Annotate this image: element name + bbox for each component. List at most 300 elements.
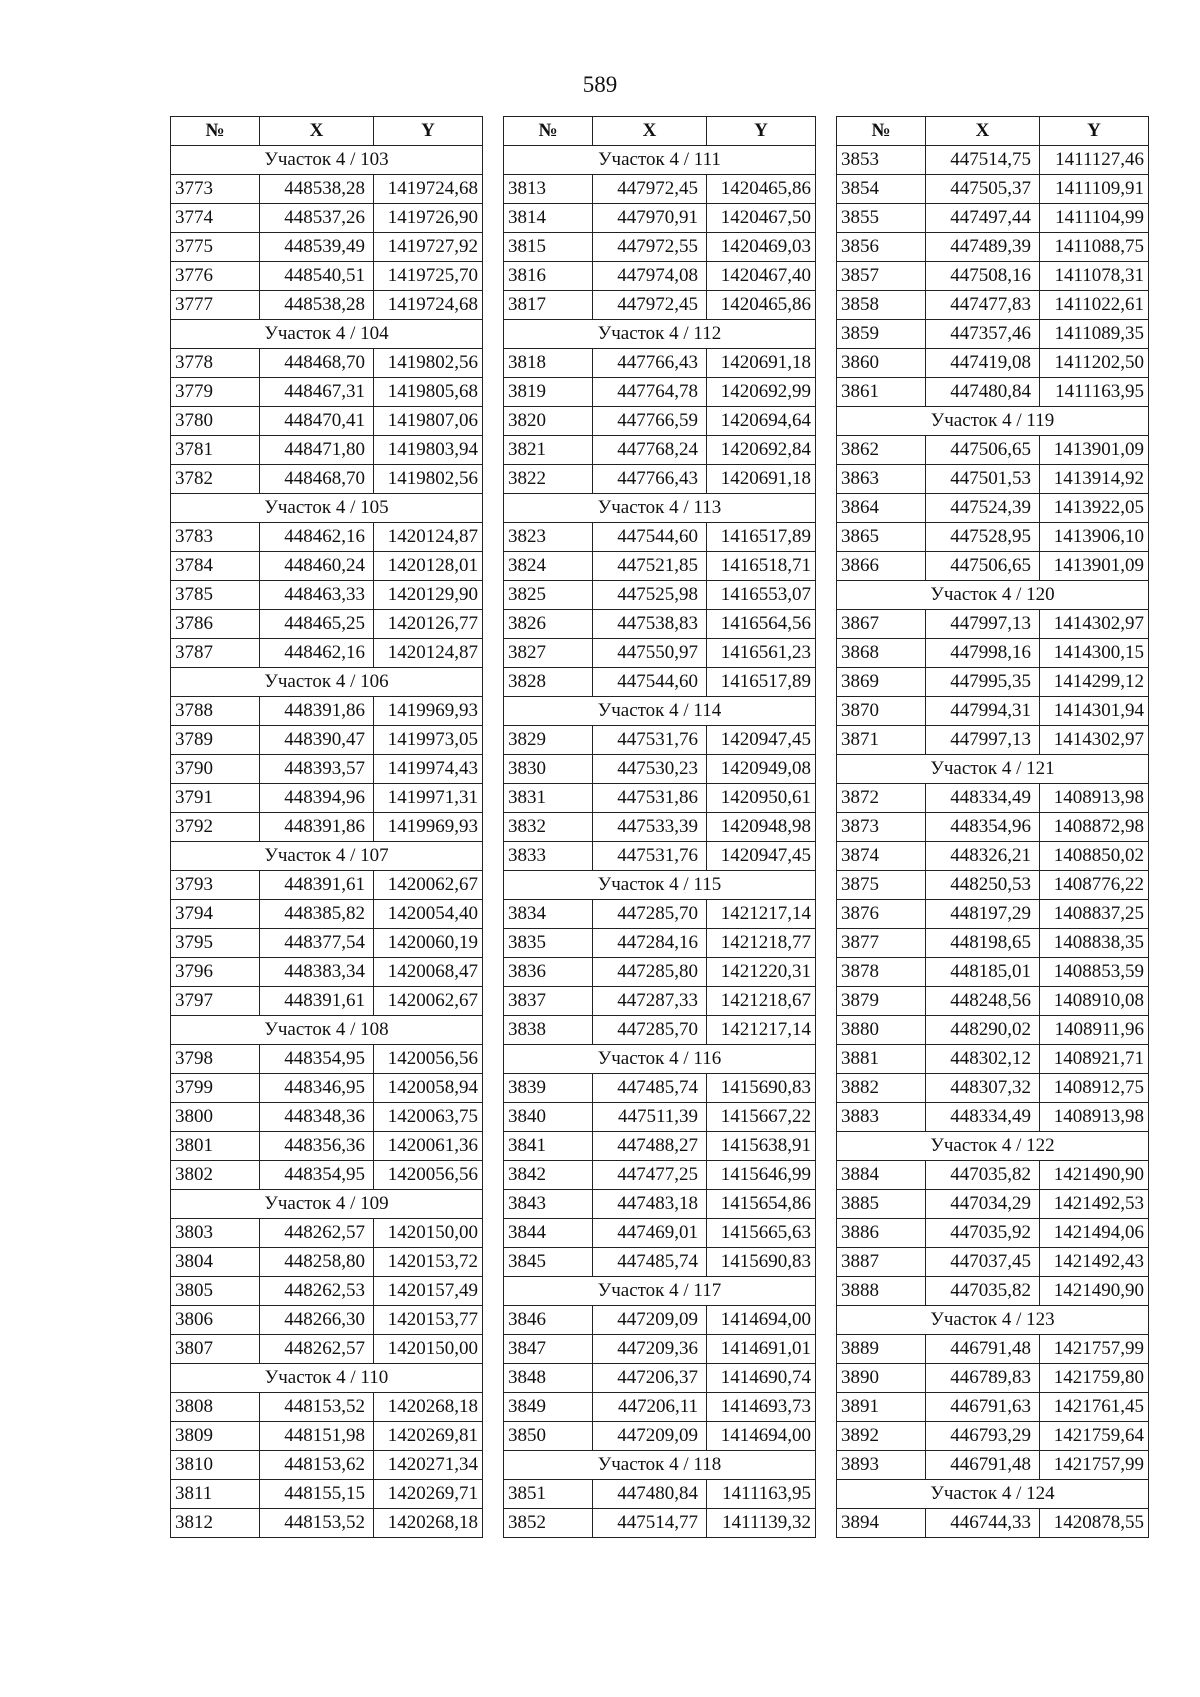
point-number-cell: 3822 [504, 465, 593, 494]
x-coordinate-cell: 448467,31 [260, 378, 374, 407]
table-row [837, 842, 1149, 871]
header-y: Y [707, 117, 816, 146]
x-coordinate-cell: 447974,08 [593, 262, 707, 291]
x-coordinate-cell: 447480,84 [926, 378, 1040, 407]
y-coordinate-cell: 1420465,86 [707, 291, 816, 320]
section-title: Участок 4 / 120 [837, 581, 1149, 610]
point-number-cell: 3802 [171, 1161, 260, 1190]
x-coordinate-cell: 447766,59 [593, 407, 707, 436]
point-number-cell: 3849 [504, 1393, 593, 1422]
x-coordinate-cell: 447489,39 [926, 233, 1040, 262]
table-row [171, 581, 483, 610]
section-row [837, 581, 1149, 610]
x-coordinate-cell: 448262,53 [260, 1277, 374, 1306]
table-row [504, 1306, 816, 1335]
x-coordinate-cell: 446789,83 [926, 1364, 1040, 1393]
point-number-cell: 3804 [171, 1248, 260, 1277]
table-row [837, 668, 1149, 697]
table-row [171, 291, 483, 320]
x-coordinate-cell: 448383,34 [260, 958, 374, 987]
point-number-cell: 3798 [171, 1045, 260, 1074]
table-row [171, 407, 483, 436]
point-number-cell: 3775 [171, 233, 260, 262]
x-coordinate-cell: 448307,32 [926, 1074, 1040, 1103]
table-row [504, 291, 816, 320]
table-row [504, 378, 816, 407]
point-number-cell: 3886 [837, 1219, 926, 1248]
point-number-cell: 3825 [504, 581, 593, 610]
point-number-cell: 3817 [504, 291, 593, 320]
point-number-cell: 3881 [837, 1045, 926, 1074]
y-coordinate-cell: 1419807,06 [374, 407, 483, 436]
y-coordinate-cell: 1416564,56 [707, 610, 816, 639]
y-coordinate-cell: 1408911,96 [1040, 1016, 1149, 1045]
section-title: Участок 4 / 116 [504, 1045, 816, 1074]
y-coordinate-cell: 1411022,61 [1040, 291, 1149, 320]
section-row [837, 1306, 1149, 1335]
table-row [504, 436, 816, 465]
section-row [171, 146, 483, 175]
x-coordinate-cell: 448460,24 [260, 552, 374, 581]
point-number-cell: 3841 [504, 1132, 593, 1161]
point-number-cell: 3865 [837, 523, 926, 552]
x-coordinate-cell: 448153,52 [260, 1509, 374, 1538]
table-row [837, 233, 1149, 262]
point-number-cell: 3882 [837, 1074, 926, 1103]
table-row [171, 1306, 483, 1335]
x-coordinate-cell: 448463,33 [260, 581, 374, 610]
section-title: Участок 4 / 113 [504, 494, 816, 523]
x-coordinate-cell: 447505,37 [926, 175, 1040, 204]
point-number-cell: 3790 [171, 755, 260, 784]
table-row [837, 552, 1149, 581]
point-number-cell: 3845 [504, 1248, 593, 1277]
y-coordinate-cell: 1413906,10 [1040, 523, 1149, 552]
y-coordinate-cell: 1420068,47 [374, 958, 483, 987]
table-row [171, 697, 483, 726]
x-coordinate-cell: 448266,30 [260, 1306, 374, 1335]
point-number-cell: 3834 [504, 900, 593, 929]
point-number-cell: 3838 [504, 1016, 593, 1045]
x-coordinate-cell: 447997,13 [926, 610, 1040, 639]
y-coordinate-cell: 1415654,86 [707, 1190, 816, 1219]
table-row [837, 1277, 1149, 1306]
point-number-cell: 3861 [837, 378, 926, 407]
y-coordinate-cell: 1411163,95 [707, 1480, 816, 1509]
point-number-cell: 3860 [837, 349, 926, 378]
point-number-cell: 3829 [504, 726, 593, 755]
y-coordinate-cell: 1415690,83 [707, 1074, 816, 1103]
point-number-cell: 3832 [504, 813, 593, 842]
section-title: Участок 4 / 109 [171, 1190, 483, 1219]
x-coordinate-cell: 448348,36 [260, 1103, 374, 1132]
point-number-cell: 3872 [837, 784, 926, 813]
y-coordinate-cell: 1411127,46 [1040, 146, 1149, 175]
point-number-cell: 3858 [837, 291, 926, 320]
x-coordinate-cell: 448354,96 [926, 813, 1040, 842]
x-coordinate-cell: 447477,25 [593, 1161, 707, 1190]
section-title: Участок 4 / 114 [504, 697, 816, 726]
x-coordinate-cell: 447972,45 [593, 291, 707, 320]
table-row [837, 987, 1149, 1016]
section-title: Участок 4 / 110 [171, 1364, 483, 1393]
y-coordinate-cell: 1411202,50 [1040, 349, 1149, 378]
x-coordinate-cell: 447972,55 [593, 233, 707, 262]
x-coordinate-cell: 447531,76 [593, 726, 707, 755]
y-coordinate-cell: 1408913,98 [1040, 1103, 1149, 1132]
x-coordinate-cell: 447206,11 [593, 1393, 707, 1422]
y-coordinate-cell: 1420124,87 [374, 639, 483, 668]
point-number-cell: 3780 [171, 407, 260, 436]
table-row [837, 494, 1149, 523]
section-row [171, 1190, 483, 1219]
x-coordinate-cell: 447524,39 [926, 494, 1040, 523]
table-row [504, 1422, 816, 1451]
point-number-cell: 3844 [504, 1219, 593, 1248]
point-number-cell: 3868 [837, 639, 926, 668]
section-title: Участок 4 / 105 [171, 494, 483, 523]
point-number-cell: 3853 [837, 146, 926, 175]
point-number-cell: 3887 [837, 1248, 926, 1277]
table-row [837, 378, 1149, 407]
x-coordinate-cell: 448391,61 [260, 871, 374, 900]
point-number-cell: 3811 [171, 1480, 260, 1509]
x-coordinate-cell: 447994,31 [926, 697, 1040, 726]
point-number-cell: 3776 [171, 262, 260, 291]
point-number-cell: 3890 [837, 1364, 926, 1393]
point-number-cell: 3793 [171, 871, 260, 900]
point-number-cell: 3848 [504, 1364, 593, 1393]
point-number-cell: 3794 [171, 900, 260, 929]
x-coordinate-cell: 447285,70 [593, 900, 707, 929]
x-coordinate-cell: 448385,82 [260, 900, 374, 929]
table-row [171, 1277, 483, 1306]
x-coordinate-cell: 448262,57 [260, 1335, 374, 1364]
section-title: Участок 4 / 123 [837, 1306, 1149, 1335]
table-row [504, 175, 816, 204]
x-coordinate-cell: 448394,96 [260, 784, 374, 813]
x-coordinate-cell: 447764,78 [593, 378, 707, 407]
table-row [837, 1393, 1149, 1422]
y-coordinate-cell: 1420054,40 [374, 900, 483, 929]
y-coordinate-cell: 1420150,00 [374, 1219, 483, 1248]
y-coordinate-cell: 1421490,90 [1040, 1277, 1149, 1306]
section-title: Участок 4 / 124 [837, 1480, 1149, 1509]
section-row [171, 668, 483, 697]
coordinates-table-left [170, 116, 483, 1538]
table-row [504, 523, 816, 552]
x-coordinate-cell: 447485,74 [593, 1074, 707, 1103]
point-number-cell: 3819 [504, 378, 593, 407]
x-coordinate-cell: 446744,33 [926, 1509, 1040, 1538]
x-coordinate-cell: 448391,86 [260, 813, 374, 842]
table-row [171, 1132, 483, 1161]
y-coordinate-cell: 1413901,09 [1040, 436, 1149, 465]
table-row [504, 900, 816, 929]
table-row [837, 726, 1149, 755]
section-title: Участок 4 / 115 [504, 871, 816, 900]
x-coordinate-cell: 448151,98 [260, 1422, 374, 1451]
y-coordinate-cell: 1414300,15 [1040, 639, 1149, 668]
table-row [171, 523, 483, 552]
table-row [837, 1364, 1149, 1393]
y-coordinate-cell: 1414690,74 [707, 1364, 816, 1393]
table-row [504, 581, 816, 610]
y-coordinate-cell: 1421761,45 [1040, 1393, 1149, 1422]
point-number-cell: 3778 [171, 349, 260, 378]
point-number-cell: 3803 [171, 1219, 260, 1248]
y-coordinate-cell: 1421757,99 [1040, 1451, 1149, 1480]
x-coordinate-cell: 448465,25 [260, 610, 374, 639]
y-coordinate-cell: 1419969,93 [374, 697, 483, 726]
x-coordinate-cell: 448334,49 [926, 784, 1040, 813]
y-coordinate-cell: 1419802,56 [374, 465, 483, 494]
y-coordinate-cell: 1408776,22 [1040, 871, 1149, 900]
point-number-cell: 3821 [504, 436, 593, 465]
point-number-cell: 3880 [837, 1016, 926, 1045]
y-coordinate-cell: 1414693,73 [707, 1393, 816, 1422]
table-row [837, 320, 1149, 349]
x-coordinate-cell: 448462,16 [260, 639, 374, 668]
x-coordinate-cell: 447209,36 [593, 1335, 707, 1364]
point-number-cell: 3792 [171, 813, 260, 842]
y-coordinate-cell: 1420268,18 [374, 1509, 483, 1538]
section-row [837, 1480, 1149, 1509]
y-coordinate-cell: 1421757,99 [1040, 1335, 1149, 1364]
y-coordinate-cell: 1420465,86 [707, 175, 816, 204]
table-row [171, 1422, 483, 1451]
y-coordinate-cell: 1420062,67 [374, 987, 483, 1016]
x-coordinate-cell: 448462,16 [260, 523, 374, 552]
point-number-cell: 3818 [504, 349, 593, 378]
point-number-cell: 3862 [837, 436, 926, 465]
y-coordinate-cell: 1415638,91 [707, 1132, 816, 1161]
point-number-cell: 3891 [837, 1393, 926, 1422]
point-number-cell: 3840 [504, 1103, 593, 1132]
x-coordinate-cell: 448377,54 [260, 929, 374, 958]
point-number-cell: 3826 [504, 610, 593, 639]
table-row [171, 1074, 483, 1103]
table-row [837, 146, 1149, 175]
y-coordinate-cell: 1420153,72 [374, 1248, 483, 1277]
section-row [504, 1045, 816, 1074]
x-coordinate-cell: 447483,18 [593, 1190, 707, 1219]
section-title: Участок 4 / 103 [171, 146, 483, 175]
x-coordinate-cell: 448346,95 [260, 1074, 374, 1103]
x-coordinate-cell: 447528,95 [926, 523, 1040, 552]
y-coordinate-cell: 1408913,98 [1040, 784, 1149, 813]
table-row [837, 204, 1149, 233]
table-row [837, 1219, 1149, 1248]
y-coordinate-cell: 1421492,53 [1040, 1190, 1149, 1219]
y-coordinate-cell: 1420058,94 [374, 1074, 483, 1103]
x-coordinate-cell: 448197,29 [926, 900, 1040, 929]
table-row [171, 987, 483, 1016]
table-row [171, 784, 483, 813]
y-coordinate-cell: 1421217,14 [707, 1016, 816, 1045]
table-row [171, 349, 483, 378]
point-number-cell: 3892 [837, 1422, 926, 1451]
point-number-cell: 3884 [837, 1161, 926, 1190]
table-row [837, 1016, 1149, 1045]
table-row [837, 697, 1149, 726]
header-x: X [593, 117, 707, 146]
section-row [504, 494, 816, 523]
table-row [837, 1422, 1149, 1451]
x-coordinate-cell: 447538,83 [593, 610, 707, 639]
y-coordinate-cell: 1419725,70 [374, 262, 483, 291]
y-coordinate-cell: 1419803,94 [374, 436, 483, 465]
x-coordinate-cell: 448185,01 [926, 958, 1040, 987]
y-coordinate-cell: 1414299,12 [1040, 668, 1149, 697]
section-title: Участок 4 / 111 [504, 146, 816, 175]
x-coordinate-cell: 448354,95 [260, 1161, 374, 1190]
x-coordinate-cell: 447506,65 [926, 552, 1040, 581]
x-coordinate-cell: 447488,27 [593, 1132, 707, 1161]
point-number-cell: 3850 [504, 1422, 593, 1451]
y-coordinate-cell: 1420056,56 [374, 1161, 483, 1190]
point-number-cell: 3867 [837, 610, 926, 639]
section-title: Участок 4 / 122 [837, 1132, 1149, 1161]
table-row [171, 1045, 483, 1074]
table-row [171, 900, 483, 929]
point-number-cell: 3824 [504, 552, 593, 581]
y-coordinate-cell: 1420947,45 [707, 842, 816, 871]
point-number-cell: 3854 [837, 175, 926, 204]
x-coordinate-cell: 448538,28 [260, 291, 374, 320]
section-row [837, 755, 1149, 784]
table-row [837, 1045, 1149, 1074]
x-coordinate-cell: 447501,53 [926, 465, 1040, 494]
section-title: Участок 4 / 117 [504, 1277, 816, 1306]
x-coordinate-cell: 447530,23 [593, 755, 707, 784]
y-coordinate-cell: 1420157,49 [374, 1277, 483, 1306]
point-number-cell: 3791 [171, 784, 260, 813]
y-coordinate-cell: 1421490,90 [1040, 1161, 1149, 1190]
point-number-cell: 3784 [171, 552, 260, 581]
section-title: Участок 4 / 119 [837, 407, 1149, 436]
table-row [504, 1393, 816, 1422]
x-coordinate-cell: 447995,35 [926, 668, 1040, 697]
x-coordinate-cell: 447480,84 [593, 1480, 707, 1509]
y-coordinate-cell: 1420153,77 [374, 1306, 483, 1335]
x-coordinate-cell: 447209,09 [593, 1422, 707, 1451]
y-coordinate-cell: 1420692,84 [707, 436, 816, 465]
point-number-cell: 3878 [837, 958, 926, 987]
point-number-cell: 3806 [171, 1306, 260, 1335]
section-row [504, 1451, 816, 1480]
header-x: X [260, 117, 374, 146]
table-row [504, 349, 816, 378]
point-number-cell: 3773 [171, 175, 260, 204]
y-coordinate-cell: 1421218,67 [707, 987, 816, 1016]
y-coordinate-cell: 1411078,31 [1040, 262, 1149, 291]
point-number-cell: 3807 [171, 1335, 260, 1364]
table-row [171, 1509, 483, 1538]
point-number-cell: 3859 [837, 320, 926, 349]
point-number-cell: 3874 [837, 842, 926, 871]
point-number-cell: 3797 [171, 987, 260, 1016]
table-row [504, 262, 816, 291]
x-coordinate-cell: 448354,95 [260, 1045, 374, 1074]
y-coordinate-cell: 1408921,71 [1040, 1045, 1149, 1074]
table-row [504, 987, 816, 1016]
y-coordinate-cell: 1421759,64 [1040, 1422, 1149, 1451]
point-number-cell: 3837 [504, 987, 593, 1016]
table-row [504, 639, 816, 668]
x-coordinate-cell: 448198,65 [926, 929, 1040, 958]
y-coordinate-cell: 1408838,35 [1040, 929, 1149, 958]
page-number: 589 [582, 72, 618, 97]
y-coordinate-cell: 1419802,56 [374, 349, 483, 378]
x-coordinate-cell: 448334,49 [926, 1103, 1040, 1132]
table-row [837, 1190, 1149, 1219]
y-coordinate-cell: 1415646,99 [707, 1161, 816, 1190]
point-number-cell: 3876 [837, 900, 926, 929]
y-coordinate-cell: 1420271,34 [374, 1451, 483, 1480]
x-coordinate-cell: 446791,48 [926, 1451, 1040, 1480]
point-number-cell: 3847 [504, 1335, 593, 1364]
x-coordinate-cell: 447035,92 [926, 1219, 1040, 1248]
point-number-cell: 3812 [171, 1509, 260, 1538]
table-row [837, 1103, 1149, 1132]
x-coordinate-cell: 447285,70 [593, 1016, 707, 1045]
table-row [171, 1219, 483, 1248]
table-row [837, 262, 1149, 291]
point-number-cell: 3870 [837, 697, 926, 726]
table-row [837, 465, 1149, 494]
x-coordinate-cell: 448390,47 [260, 726, 374, 755]
x-coordinate-cell: 448471,80 [260, 436, 374, 465]
point-number-cell: 3828 [504, 668, 593, 697]
table-row [837, 1074, 1149, 1103]
point-number-cell: 3889 [837, 1335, 926, 1364]
x-coordinate-cell: 448470,41 [260, 407, 374, 436]
y-coordinate-cell: 1419727,92 [374, 233, 483, 262]
point-number-cell: 3883 [837, 1103, 926, 1132]
y-coordinate-cell: 1420692,99 [707, 378, 816, 407]
point-number-cell: 3777 [171, 291, 260, 320]
x-coordinate-cell: 448539,49 [260, 233, 374, 262]
y-coordinate-cell: 1416518,71 [707, 552, 816, 581]
table-row [504, 1103, 816, 1132]
table-row [171, 1103, 483, 1132]
y-coordinate-cell: 1419973,05 [374, 726, 483, 755]
point-number-cell: 3808 [171, 1393, 260, 1422]
point-number-cell: 3871 [837, 726, 926, 755]
y-coordinate-cell: 1420469,03 [707, 233, 816, 262]
table-row [504, 552, 816, 581]
table-row [171, 1393, 483, 1422]
point-number-cell: 3814 [504, 204, 593, 233]
section-title: Участок 4 / 104 [171, 320, 483, 349]
x-coordinate-cell: 447544,60 [593, 668, 707, 697]
table-row [171, 1480, 483, 1509]
table-row [171, 378, 483, 407]
y-coordinate-cell: 1420268,18 [374, 1393, 483, 1422]
x-coordinate-cell: 448153,52 [260, 1393, 374, 1422]
point-number-cell: 3873 [837, 813, 926, 842]
x-coordinate-cell: 446793,29 [926, 1422, 1040, 1451]
y-coordinate-cell: 1413901,09 [1040, 552, 1149, 581]
point-number-cell: 3855 [837, 204, 926, 233]
x-coordinate-cell: 447035,82 [926, 1161, 1040, 1190]
y-coordinate-cell: 1421220,31 [707, 958, 816, 987]
x-coordinate-cell: 448248,56 [926, 987, 1040, 1016]
table-row [837, 639, 1149, 668]
x-coordinate-cell: 447497,44 [926, 204, 1040, 233]
y-coordinate-cell: 1419805,68 [374, 378, 483, 407]
